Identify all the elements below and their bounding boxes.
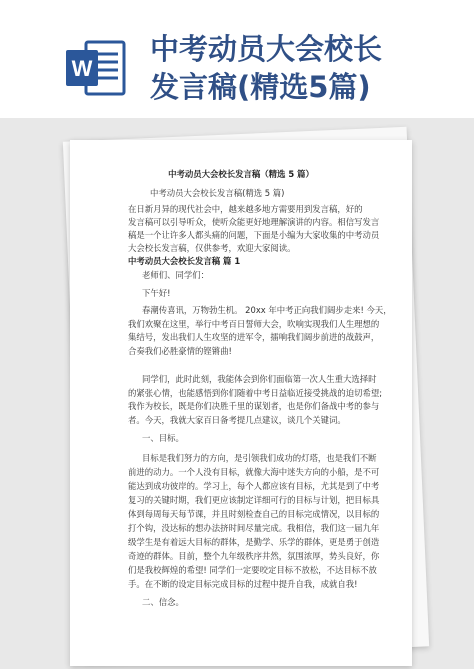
paragraph-line: 春潮传喜讯，万物勃生机。 20xx 年中考正向我们阔步走来! 今天， (142, 305, 392, 315)
paragraph-line: 的紧张心情，也能感悟到你们随着中考日益临近接受挑战的迫切希望; (128, 388, 383, 398)
section-heading: 中考动员大会校长发言稿 篇 1 (128, 256, 241, 266)
paragraph-line: 打个钩，没达标的想办法挤时间尽量完成。我相信，我们这一届九年 (128, 523, 380, 533)
paragraph-line: 目标是我们努力的方向，是引领我们成功的灯塔，也是我们不断 (142, 453, 377, 463)
word-document-icon (64, 36, 128, 100)
paragraph-line: 集结号，发出我们人生攻坚的进军令，擂响我们阔步前进的战鼓声， (128, 332, 380, 342)
subheading-belief: 二、信念。 (142, 597, 184, 607)
paragraph-line: 们是我校辉煌的希望! 同学们一定要咬定目标不放松，不达目标不放 (128, 565, 377, 575)
document-page (70, 140, 412, 666)
paragraph-line: 复习的关键时期，我们更应该制定详细可行的目标与计划，把目标具 (128, 495, 380, 505)
paragraph-line: 同学们，此时此刻，我能体会到你们面临第一次人生重大选择时 (142, 374, 377, 384)
paragraph-line: 奇迹的群体。目前，整个九年级秩序井然，氛围浓厚，势头良好，你 (128, 551, 380, 561)
paragraph-line: 手。在不断的设定目标完成目标的过程中提升自我，成就自我! (128, 579, 358, 589)
paragraph-line: 前进的动力。一个人没有目标，就像大海中迷失方向的小船，是不可 (128, 467, 380, 477)
intro-heading: 中考动员大会校长发言稿(精选 5 篇) (150, 188, 285, 198)
paragraph-line: 老师们、同学们： (142, 270, 209, 280)
banner-title-line-1: 中考动员大会校长 (150, 32, 383, 66)
banner-title (150, 30, 470, 106)
paragraph-line: 大会校长发言稿，仅供参考，欢迎大家阅读。 (128, 243, 296, 253)
paragraph-line: 者。今天，我就大家百日备考提几点建议，谈几个关键词。 (128, 415, 346, 425)
document-title: 中考动员大会校长发言稿（精选 5 篇） (168, 169, 314, 179)
paragraph-line: 发言稿可以引导听众，使听众能更好地理解演讲的内容。相信写发言 (128, 217, 380, 227)
paragraph-line: 级学生是有着远大目标的群体，是勤学、乐学的群体，更是勇于创造 (128, 537, 380, 547)
paragraph-line: 能达到成功彼岸的。学习上，每个人都应该有目标，尤其是到了中考 (128, 481, 380, 491)
subheading-goal: 一、目标。 (142, 433, 184, 443)
paragraph-line: 在日新月异的现代社会中，越来越多地方需要用到发言稿，好的 (128, 204, 363, 214)
paragraph-line: 合奏我们必胜豪情的铿锵曲! (128, 346, 232, 356)
paragraph-line: 体到每周每天每节课，并且时刻检查自己的目标完成情况，以目标的 (128, 509, 380, 519)
paragraph-line: 我作为校长，既是你们决胜千里的谋划者，也是你们备战中考的参与 (128, 401, 380, 411)
banner-title-line-2: 发言稿(精选5篇) (150, 70, 371, 104)
paragraph-line: 我们欢聚在这里，举行中考百日誓师大会，吹响实现我们人生理想的 (128, 319, 380, 329)
paragraph-line: 稿是一个让许多人都头痛的问题，下面是小编为大家收集的中考动员 (128, 230, 380, 240)
banner (0, 0, 474, 118)
paragraph-line: 下午好! (142, 288, 171, 298)
word-icon-letter: W (71, 56, 93, 81)
